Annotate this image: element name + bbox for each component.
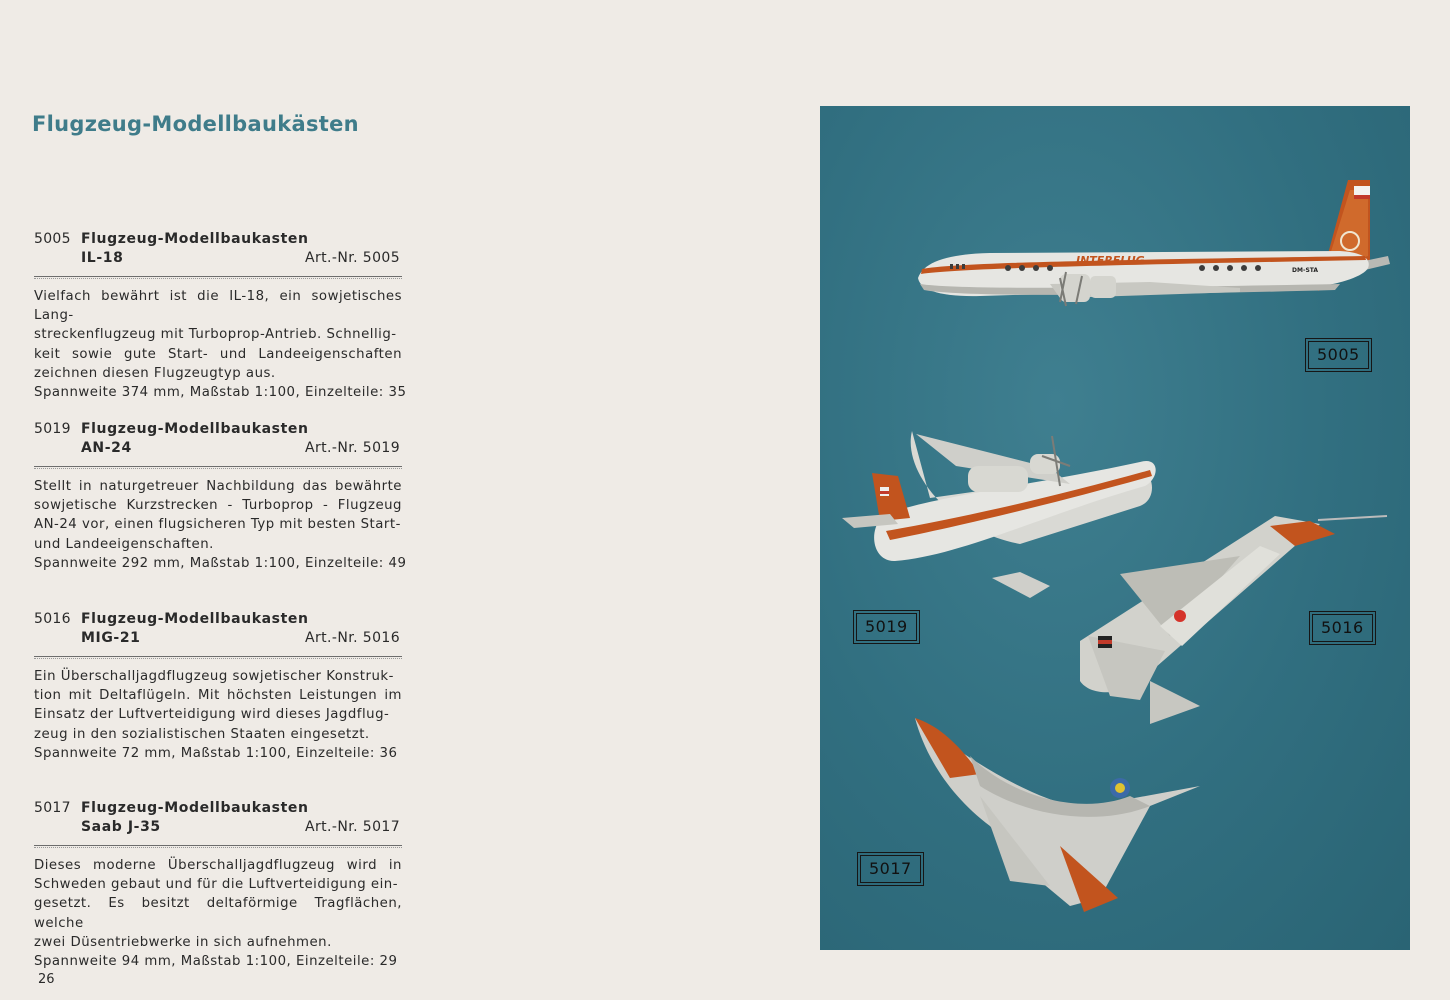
product-entry-5017 bbox=[34, 800, 402, 970]
entry-article-number: Art.-Nr. 5005 bbox=[305, 250, 400, 266]
description-line: Ein Überschalljagdflugzeug sowjetischer Konstruk- bbox=[34, 669, 394, 684]
product-entry-5016 bbox=[34, 611, 402, 761]
entry-description bbox=[34, 477, 407, 573]
an24-airliner-illustration bbox=[842, 431, 1156, 598]
il18-livery-text: INTERFLUG bbox=[1076, 254, 1145, 267]
entry-specs: Spannweite 94 mm, Maßstab 1:100, Einzelteile: 29 bbox=[34, 954, 398, 970]
entry-divider bbox=[34, 466, 402, 469]
description-line: zeug in den sozialistischen Staaten eingesetzt. bbox=[34, 726, 370, 742]
entry-model: Saab J-35 bbox=[81, 819, 161, 835]
il18-registration: DM-STA bbox=[1292, 267, 1319, 274]
entry-number: 5016 bbox=[34, 611, 71, 627]
label-5017: 5017 bbox=[860, 855, 921, 883]
entry-heading: Flugzeug-Modellbaukasten bbox=[81, 231, 309, 247]
entry-header bbox=[34, 800, 402, 840]
description-line: Stellt in naturgetreuer Nachbildung das bewährte bbox=[34, 479, 402, 494]
entry-article-number: Art.-Nr. 5016 bbox=[305, 630, 400, 646]
entry-heading: Flugzeug-Modellbaukasten bbox=[81, 421, 309, 437]
entry-description bbox=[34, 667, 402, 763]
description-line: zeichnen diesen Flugzeugtyp aus. bbox=[34, 365, 276, 381]
entry-divider bbox=[34, 276, 402, 279]
il18-airliner-illustration bbox=[918, 180, 1390, 306]
entry-article-number: Art.-Nr. 5017 bbox=[305, 819, 400, 835]
entry-model: AN-24 bbox=[81, 440, 132, 456]
description-line: zwei Düsentriebwerke in sich aufnehmen. bbox=[34, 934, 332, 950]
label-5016: 5016 bbox=[1312, 614, 1373, 642]
aircraft-illustration bbox=[820, 106, 1410, 950]
entry-specs: Spannweite 374 mm, Maßstab 1:100, Einzelteile: 35 bbox=[34, 385, 407, 401]
entry-heading: Flugzeug-Modellbaukasten bbox=[81, 800, 309, 816]
entry-header bbox=[34, 421, 402, 461]
product-entry-5005 bbox=[34, 231, 407, 401]
entry-header bbox=[34, 611, 402, 651]
label-5019: 5019 bbox=[856, 613, 917, 641]
description-line: und Landeeigenschaften. bbox=[34, 536, 214, 552]
description-line: Vielfach bewährt ist die IL-18, ein sowjetisches Lang- bbox=[34, 289, 402, 324]
entry-number: 5019 bbox=[34, 421, 71, 437]
entry-heading: Flugzeug-Modellbaukasten bbox=[81, 611, 309, 627]
entry-model: IL-18 bbox=[81, 250, 124, 266]
entry-description bbox=[34, 287, 407, 402]
entry-specs: Spannweite 72 mm, Maßstab 1:100, Einzelteile: 36 bbox=[34, 745, 398, 761]
page-title: Flugzeug-Modellbaukästen bbox=[32, 112, 359, 136]
entry-description bbox=[34, 856, 402, 971]
description-line: keit sowie gute Start- und Landeeigenschaften bbox=[34, 346, 402, 362]
description-line: Schweden gebaut und für die Luftverteidigung ein- bbox=[34, 877, 399, 893]
description-line: sowjetische Kurzstrecken - Turboprop - Flugzeug bbox=[34, 498, 402, 514]
aircraft-artwork bbox=[820, 106, 1410, 950]
entry-article-number: Art.-Nr. 5019 bbox=[305, 440, 400, 456]
entry-header bbox=[34, 231, 402, 271]
entry-specs: Spannweite 292 mm, Maßstab 1:100, Einzelteile: 49 bbox=[34, 555, 407, 571]
description-line: AN-24 vor, einen flugsicheren Typ mit besten Start- bbox=[34, 517, 401, 533]
saab-j35-fighter-illustration bbox=[915, 718, 1200, 912]
description-line: tion mit Deltaflügeln. Mit höchsten Leistungen im bbox=[34, 688, 402, 704]
entry-divider bbox=[34, 845, 402, 848]
description-line: Dieses moderne Überschalljagdflugzeug wird in bbox=[34, 858, 402, 873]
description-line: Einsatz der Luftverteidigung wird dieses Jagdflug- bbox=[34, 707, 390, 723]
page-number: 26 bbox=[38, 972, 55, 987]
description-line: gesetzt. Es besitzt deltaförmige Tragflächen, welche bbox=[34, 896, 402, 931]
product-entry-5019 bbox=[34, 421, 407, 571]
entry-model: MIG-21 bbox=[81, 630, 141, 646]
entry-divider bbox=[34, 656, 402, 659]
description-line: streckenflugzeug mit Turboprop-Antrieb. Schnellig- bbox=[34, 327, 397, 343]
entry-number: 5005 bbox=[34, 231, 71, 247]
entry-number: 5017 bbox=[34, 800, 71, 816]
label-5005: 5005 bbox=[1308, 341, 1369, 369]
